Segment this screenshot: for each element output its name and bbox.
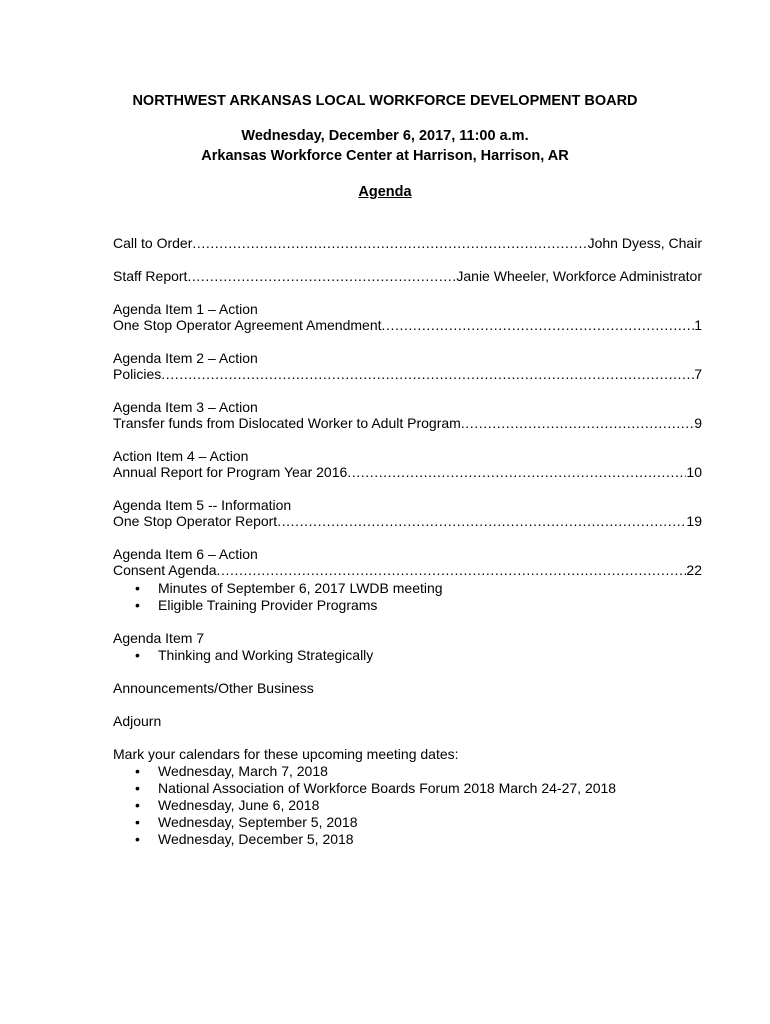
agenda-item-5-row [113,512,702,530]
list-item-text: Minutes of September 6, 2017 LWDB meeting [158,580,443,596]
agenda-item-6-page: 22 [686,562,702,578]
dot-leader [187,267,456,285]
list-item [135,796,319,814]
dot-leader [382,316,695,334]
agenda-item-1-label: One Stop Operator Agreement Amendment [113,317,382,333]
list-item [135,579,443,597]
agenda-item-5-label: One Stop Operator Report [113,513,278,529]
agenda-item-6-title: Agenda Item 6 – Action [113,546,258,562]
agenda-item-1-title: Agenda Item 1 – Action [113,301,258,317]
staff-report-presenter: Janie Wheeler, Workforce Administrator [456,268,702,284]
dot-leader [461,414,694,432]
announcements: Announcements/Other Business [113,680,314,696]
list-item-text: National Association of Workforce Boards Forum 2018 March 24-27, 2018 [158,780,617,796]
list-item [135,813,358,831]
board-name-heading: NORTHWEST ARKANSAS LOCAL WORKFORCE DEVELOPMENT BOARD [132,93,638,109]
list-item-text: Wednesday, September 5, 2018 [158,814,358,830]
bullet-icon: • [135,814,140,830]
agenda-item-3-label: Transfer funds from Dislocated Worker to Adult Program [113,415,461,431]
call-to-order-label: Call to Order [113,235,193,251]
call-to-order-row [113,234,702,252]
dot-leader [217,561,687,579]
list-item-text: Wednesday, June 6, 2018 [158,797,320,813]
list-item [135,779,616,797]
agenda-item-3-row [113,414,702,432]
agenda-item-2-row [113,365,702,383]
bullet-icon: • [135,763,140,779]
bullet-icon: • [135,580,140,596]
meeting-location: Arkansas Workforce Center at Harrison, Harrison, AR [201,148,569,164]
agenda-item-2-page: 7 [694,366,702,382]
dot-leader [192,234,587,252]
dot-leader [347,463,686,481]
staff-report-label: Staff Report [113,268,188,284]
agenda-item-3-page: 9 [694,415,702,431]
list-item [135,646,373,664]
dot-leader [277,512,686,530]
agenda-item-4-row [113,463,702,481]
list-item-text: Wednesday, December 5, 2018 [158,831,354,847]
agenda-item-2-title: Agenda Item 2 – Action [113,350,258,366]
agenda-title [0,184,770,200]
bullet-icon: • [135,597,140,613]
agenda-title-text: Agenda [358,184,412,200]
call-to-order-presenter: John Dyess, Chair [587,235,702,251]
bullet-icon: • [135,797,140,813]
calendar-intro: Mark your calendars for these upcoming meeting dates: [113,746,459,762]
adjourn: Adjourn [113,713,162,729]
bullet-icon: • [135,647,140,663]
agenda-item-3-title: Agenda Item 3 – Action [113,399,258,415]
agenda-item-6-label: Consent Agenda [113,562,217,578]
agenda-item-6-row [113,561,702,579]
agenda-item-2-label: Policies [113,366,162,382]
bullet-icon: • [135,831,140,847]
list-item [135,762,328,780]
agenda-item-1-page: 1 [694,317,702,333]
agenda-item-4-label: Annual Report for Program Year 2016 [113,464,348,480]
agenda-item-5-page: 19 [686,513,702,529]
agenda-item-5-title: Agenda Item 5 -- Information [113,497,292,513]
dot-leader [161,365,694,383]
agenda-item-4-title: Action Item 4 – Action [113,448,249,464]
agenda-item-7-title: Agenda Item 7 [113,630,205,646]
bullet-icon: • [135,780,140,796]
list-item-text: Thinking and Working Strategically [158,647,374,663]
list-item [135,596,377,614]
list-item [135,830,354,848]
meeting-datetime: Wednesday, December 6, 2017, 11:00 a.m. [241,128,529,144]
staff-report-row [113,267,702,285]
list-item-text: Wednesday, March 7, 2018 [158,763,328,779]
agenda-item-4-page: 10 [686,464,702,480]
list-item-text: Eligible Training Provider Programs [158,597,378,613]
agenda-item-1-row [113,316,702,334]
